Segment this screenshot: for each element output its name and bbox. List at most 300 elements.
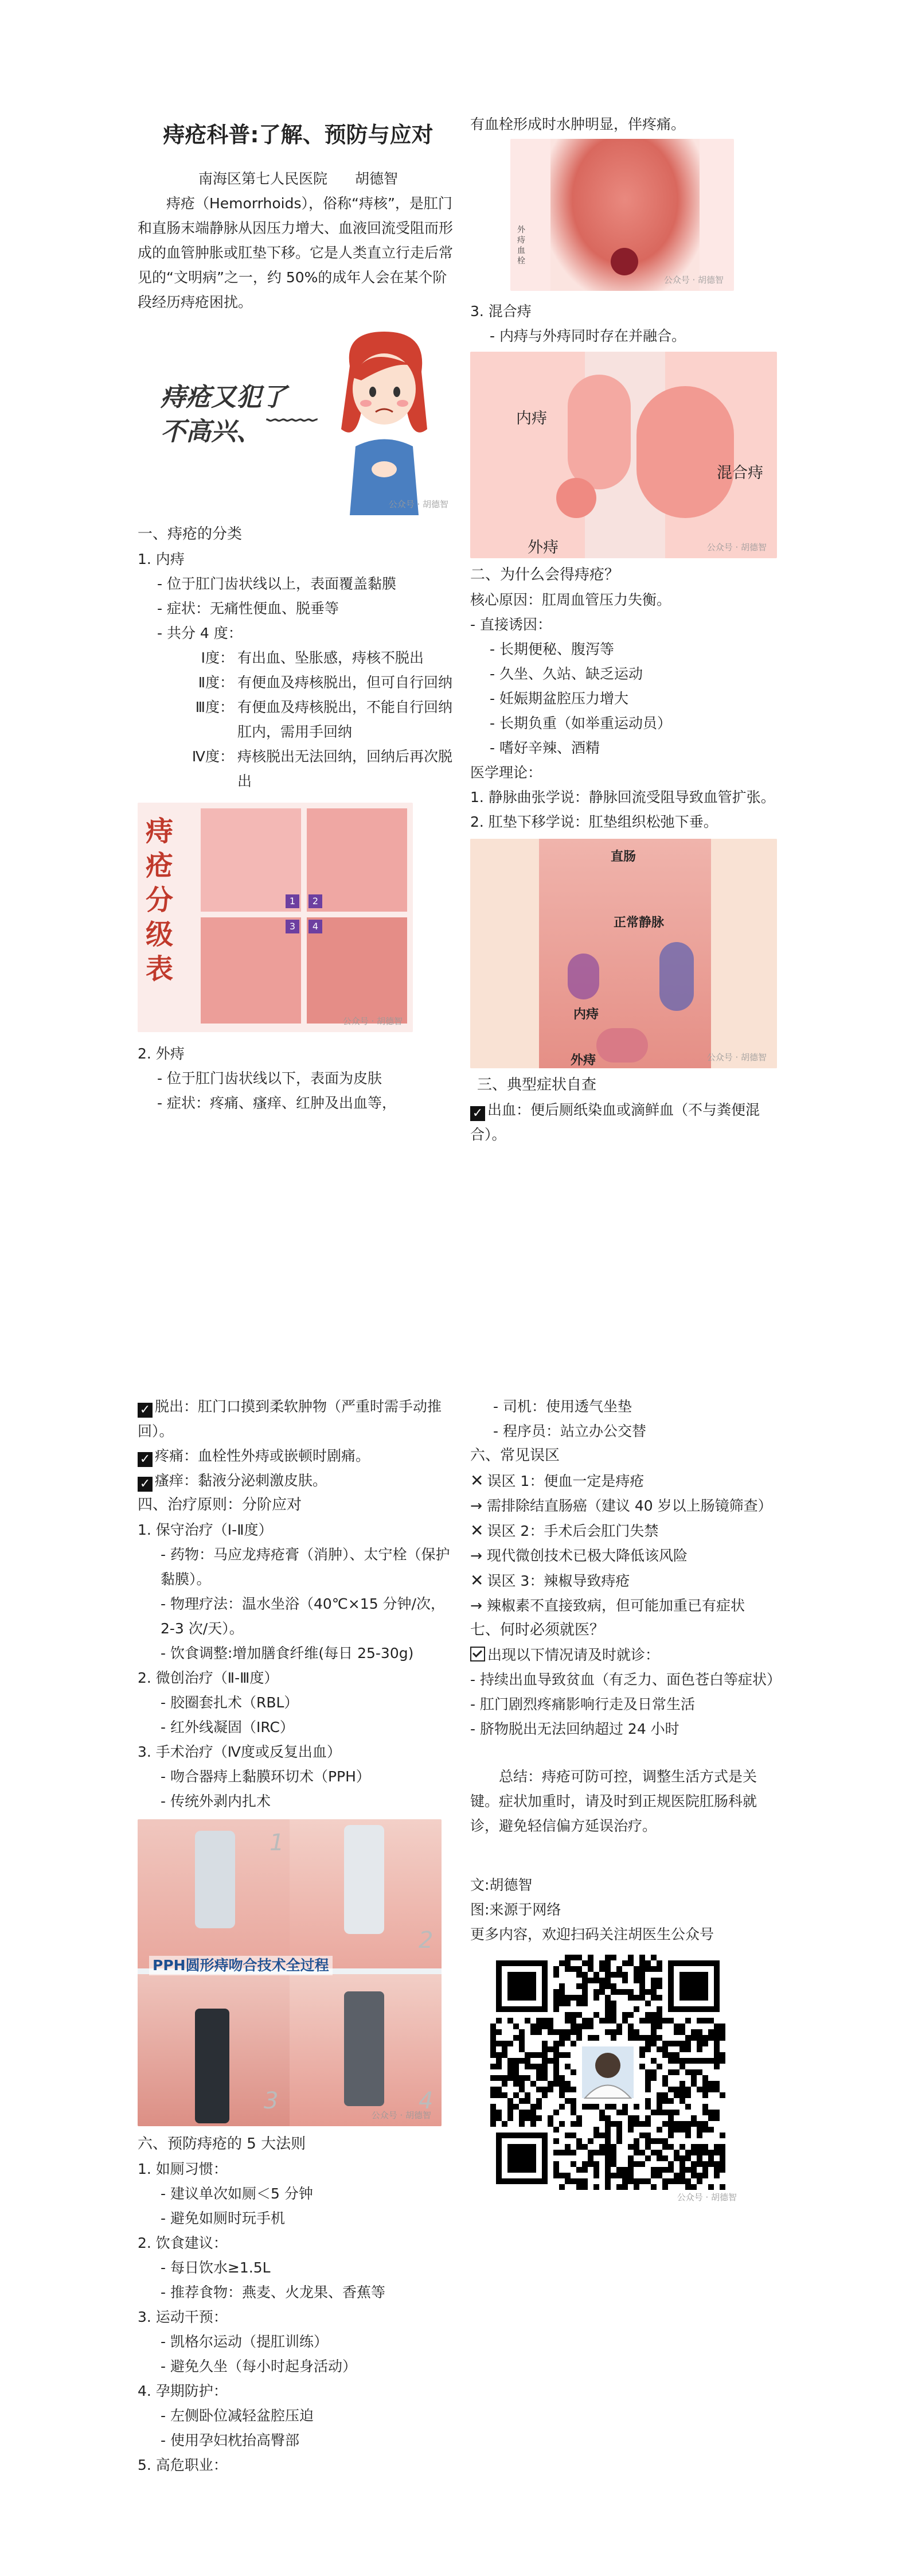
qr-module xyxy=(662,2110,668,2115)
qr-module xyxy=(720,2133,725,2138)
qr-module xyxy=(519,2041,525,2046)
qr-module xyxy=(668,2127,674,2133)
qr-module xyxy=(553,2138,559,2144)
qr-module xyxy=(685,2121,691,2127)
qr-module xyxy=(679,2127,685,2133)
qr-module xyxy=(611,2001,616,2006)
cartoon-girl-icon xyxy=(327,326,442,515)
qr-module xyxy=(605,2012,611,2018)
qr-module xyxy=(559,2087,565,2092)
qr-code-icon xyxy=(490,1955,725,2190)
qr-module xyxy=(536,2104,542,2110)
qr-module xyxy=(702,2041,708,2046)
qr-module xyxy=(605,2127,611,2133)
qr-module xyxy=(611,1972,616,1978)
qr-module xyxy=(628,2161,634,2167)
qr-module xyxy=(651,1955,657,1960)
qr-module xyxy=(571,2069,576,2075)
qr-module xyxy=(548,2087,553,2092)
qr-module xyxy=(605,1955,611,1960)
qr-module xyxy=(622,2104,628,2110)
qr-module xyxy=(553,2064,559,2069)
truth-row xyxy=(470,1593,780,1618)
qr-module xyxy=(490,2035,496,2041)
qr-module xyxy=(605,2173,611,2178)
qr-module xyxy=(553,2110,559,2115)
qr-module xyxy=(691,2161,697,2167)
qr-module xyxy=(553,2161,559,2167)
right-column-1 xyxy=(470,112,780,1147)
pph-step-number: 1 xyxy=(270,1830,284,1856)
qr-module xyxy=(645,2035,651,2041)
qr-module xyxy=(657,2006,662,2012)
qr-module xyxy=(634,2104,639,2110)
qr-module xyxy=(639,1978,645,1983)
qr-module xyxy=(519,2029,525,2035)
qr-module xyxy=(714,2144,720,2150)
qr-module xyxy=(616,2133,622,2138)
qr-module xyxy=(490,2041,496,2046)
qr-module xyxy=(628,2144,634,2150)
qr-module xyxy=(651,2184,657,2190)
qr-module xyxy=(702,2104,708,2110)
qr-module xyxy=(714,2173,720,2178)
truth-row xyxy=(470,1493,780,1518)
grade-key: Ⅰ度： xyxy=(201,649,234,667)
qr-module xyxy=(571,2110,576,2115)
qr-module xyxy=(685,2155,691,2161)
qr-module xyxy=(507,2069,513,2075)
qr-module xyxy=(679,2178,685,2184)
grade-table-label: 痔疮分级表 xyxy=(146,815,174,986)
qr-module xyxy=(662,2184,668,2190)
qr-module xyxy=(519,2081,525,2087)
qr-module xyxy=(662,2138,668,2144)
qr-module xyxy=(645,1989,651,1995)
watermark: 公众号 · 胡德智 xyxy=(371,2110,431,2120)
qr-module xyxy=(645,2155,651,2161)
qr-module xyxy=(697,2150,702,2155)
qr-module xyxy=(605,2167,611,2173)
qr-module xyxy=(490,2024,496,2029)
qr-module xyxy=(605,2161,611,2167)
qr-module xyxy=(674,2173,679,2178)
qr-module xyxy=(576,2121,582,2127)
qr-module xyxy=(513,2024,519,2029)
qr-module xyxy=(571,2161,576,2167)
qr-module xyxy=(542,2075,548,2081)
qr-module xyxy=(582,2001,588,2006)
qr-module xyxy=(571,1995,576,2001)
qr-module xyxy=(611,2006,616,2012)
qr-module xyxy=(702,2127,708,2133)
qr-module xyxy=(605,2029,611,2035)
qr-module xyxy=(691,2115,697,2121)
qr-module xyxy=(559,1995,565,2001)
qr-module xyxy=(605,2144,611,2150)
qr-module xyxy=(622,1960,628,1966)
watermark: 公众号 · 胡德智 xyxy=(388,499,448,510)
grade-key: Ⅲ度： xyxy=(195,699,234,716)
qr-module xyxy=(530,2081,536,2087)
qr-module xyxy=(679,2024,685,2029)
qr-module xyxy=(593,1978,599,1983)
qr-module xyxy=(548,2081,553,2087)
qr-module xyxy=(565,1966,571,1972)
qr-module xyxy=(490,2104,496,2110)
qr-module xyxy=(576,2001,582,2006)
qr-module xyxy=(507,2075,513,2081)
qr-module xyxy=(651,2069,657,2075)
qr-module xyxy=(536,2087,542,2092)
qr-module xyxy=(639,2018,645,2024)
qr-module xyxy=(720,2052,725,2058)
qr-module xyxy=(668,2087,674,2092)
qr-module xyxy=(530,2104,536,2110)
qr-module xyxy=(679,2081,685,2087)
grade-number: 4 xyxy=(308,920,322,933)
qr-module xyxy=(507,2018,513,2024)
author-name: 胡德智 xyxy=(354,170,398,188)
qr-module xyxy=(645,2046,651,2052)
qr-module xyxy=(679,2161,685,2167)
qr-module xyxy=(525,2110,530,2115)
qr-module xyxy=(559,2173,565,2178)
qr-module xyxy=(582,2184,588,2190)
qr-module xyxy=(513,2104,519,2110)
qr-module xyxy=(548,2024,553,2029)
qr-module xyxy=(628,2155,634,2161)
qr-module xyxy=(559,2035,565,2041)
qr-module xyxy=(668,2069,674,2075)
qr-module xyxy=(691,2058,697,2064)
qr-module xyxy=(571,2024,576,2029)
qr-module xyxy=(657,2173,662,2178)
intro-paragraph: 痔疮（Hemorrhoids），俗称“痔核”，是肛门和直肠末端静脉从因压力增大、血液回流受阻而形成的血管肿胀或肛垫下移。它是人类直立行走后常见的“文明病”之一，约 50%的成年人会在某个阶段经历痔疮困扰。 xyxy=(138,195,454,311)
conservative-item: - 药物：马应龙痔疮膏（消肿）、太宁栓（保护黏膜）。 xyxy=(161,1546,450,1587)
qr-module xyxy=(639,2121,645,2127)
watermark: 公众号 · 胡德智 xyxy=(677,2192,737,2203)
qr-module xyxy=(679,2155,685,2161)
qr-module xyxy=(645,2081,651,2087)
check-icon: ✓ xyxy=(138,1477,153,1492)
cartoon-text xyxy=(161,380,312,449)
qr-module xyxy=(553,2001,559,2006)
qr-module xyxy=(616,2121,622,2127)
qr-module xyxy=(576,1966,582,1972)
truth-text: 需排除结直肠癌（建议 40 岁以上肠镜筛查） xyxy=(486,1497,772,1514)
qr-module xyxy=(611,2121,616,2127)
arrow-right-icon: → xyxy=(470,1497,482,1514)
qr-module xyxy=(530,2024,536,2029)
qr-module xyxy=(513,2092,519,2098)
qr-module xyxy=(691,2075,697,2081)
symptom-text: 脱出：肛门口摸到柔软肿物（严重时需手动推回）。 xyxy=(138,1398,442,1439)
qr-module xyxy=(657,1983,662,1989)
qr-module xyxy=(553,2167,559,2173)
qr-module xyxy=(702,2092,708,2098)
external-continued: 有血栓形成时水肿明显，伴疼痛。 xyxy=(470,116,686,133)
qr-module xyxy=(645,2087,651,2092)
qr-module xyxy=(588,2155,593,2161)
myth-row xyxy=(470,1518,780,1543)
qr-module xyxy=(634,2121,639,2127)
qr-module xyxy=(685,2184,691,2190)
qr-module xyxy=(593,2167,599,2173)
qr-module xyxy=(691,2069,697,2075)
qr-module xyxy=(651,1989,657,1995)
qr-module xyxy=(668,2144,674,2150)
qr-module xyxy=(634,2178,639,2184)
qr-module xyxy=(714,2046,720,2052)
qr-module xyxy=(530,2029,536,2035)
qr-module xyxy=(708,2035,714,2041)
qr-module xyxy=(593,2184,599,2190)
credit-line: 文:胡德智 xyxy=(470,1877,533,1893)
qr-module xyxy=(588,2138,593,2144)
qr-module xyxy=(588,2035,593,2041)
qr-module xyxy=(559,2075,565,2081)
qr-module xyxy=(708,2018,714,2024)
minimal-item: - 红外线凝固（IRC） xyxy=(161,1719,294,1736)
qr-module xyxy=(657,2046,662,2052)
qr-module xyxy=(553,2069,559,2075)
qr-module xyxy=(645,2001,651,2006)
qr-module xyxy=(651,1966,657,1972)
section7-lead xyxy=(470,1643,780,1667)
qr-module xyxy=(679,2087,685,2092)
qr-module xyxy=(714,2035,720,2041)
qr-module xyxy=(571,1955,576,1960)
qr-module xyxy=(697,2087,702,2092)
pph-step-number: 3 xyxy=(264,2088,279,2114)
qr-module xyxy=(628,2178,634,2184)
qr-module xyxy=(490,2046,496,2052)
qr-module xyxy=(639,2150,645,2155)
label-normal-vein: 正常静脉 xyxy=(614,916,665,930)
qr-module xyxy=(576,2029,582,2035)
qr-code[interactable] xyxy=(490,1955,737,2203)
qr-module xyxy=(714,2029,720,2035)
symptom-prolapse xyxy=(138,1394,459,1443)
label-external: 外痔 xyxy=(571,1053,596,1068)
label-internal: 内痔 xyxy=(573,1007,599,1022)
qr-module xyxy=(553,2041,559,2046)
qr-module xyxy=(691,2121,697,2127)
section4-title: 四、治疗原则：分阶应对 xyxy=(138,1496,302,1513)
qr-module xyxy=(599,1983,605,1989)
qr-module xyxy=(708,2155,714,2161)
qr-module xyxy=(553,2075,559,2081)
qr-module xyxy=(697,2144,702,2150)
qr-module xyxy=(519,2046,525,2052)
doctor-item: - 持续出血导致贫血（有乏力、面色苍白等症状） xyxy=(470,1671,781,1688)
qr-module xyxy=(708,2115,714,2121)
qr-module xyxy=(651,2058,657,2064)
qr-module xyxy=(657,2092,662,2098)
surgery-item: - 传统外剥内扎术 xyxy=(161,1793,271,1810)
rule-item: - 左侧卧位减轻盆腔压迫 xyxy=(161,2407,314,2424)
qr-module xyxy=(697,2035,702,2041)
qr-module xyxy=(490,2052,496,2058)
qr-module xyxy=(662,2121,668,2127)
qr-module xyxy=(697,2058,702,2064)
qr-module xyxy=(571,2012,576,2018)
qr-module xyxy=(496,2041,502,2046)
qr-module xyxy=(691,2150,697,2155)
rule-item: - 建议单次如厕＜5 分钟 xyxy=(161,2185,313,2202)
qr-module xyxy=(657,2127,662,2133)
grade-table-image xyxy=(138,803,413,1032)
grade-row xyxy=(138,695,459,744)
qr-module xyxy=(571,2133,576,2138)
qr-module xyxy=(679,2098,685,2104)
section2-title: 二、为什么会得痔疮？ xyxy=(470,566,620,583)
qr-module xyxy=(565,2133,571,2138)
qr-module xyxy=(628,1955,634,1960)
direct-cause-item: - 久坐、久站、缺乏运动 xyxy=(490,666,643,682)
qr-module xyxy=(639,1966,645,1972)
qr-module xyxy=(593,2161,599,2167)
grade-key: Ⅳ度： xyxy=(192,748,234,765)
qr-module xyxy=(720,2150,725,2155)
qr-module xyxy=(616,1966,622,1972)
qr-module xyxy=(720,2035,725,2041)
qr-module xyxy=(553,2052,559,2058)
qr-module xyxy=(639,2178,645,2184)
qr-module xyxy=(634,1995,639,2001)
summary-paragraph: 总结：痔疮可防可控，调整生活方式是关键。症状加重时，请及时到正规医院肛肠科就诊，避免轻信偏方延误治疗。 xyxy=(470,1768,757,1834)
myth-row xyxy=(470,1468,780,1493)
qr-module xyxy=(720,2092,725,2098)
qr-module xyxy=(679,2029,685,2035)
section7-title: 七、何时必须就医？ xyxy=(470,1621,605,1639)
qr-module xyxy=(674,2029,679,2035)
qr-module xyxy=(674,2087,679,2092)
qr-module xyxy=(588,1960,593,1966)
direct-cause-title: - 直接诱因： xyxy=(470,616,552,633)
qr-module xyxy=(599,1978,605,1983)
qr-module xyxy=(542,2052,548,2058)
pph-procedure-image xyxy=(138,1819,442,2126)
myth-text: 误区 2：手术后会肛门失禁 xyxy=(487,1523,659,1539)
symptom-pain xyxy=(138,1443,459,1468)
qr-module xyxy=(668,2178,674,2184)
qr-module xyxy=(691,2184,697,2190)
qr-module xyxy=(513,2081,519,2087)
qr-module xyxy=(714,2161,720,2167)
qr-module xyxy=(720,2184,725,2190)
qr-module xyxy=(530,2052,536,2058)
section7-lead-text: 出现以下情况请及时就诊： xyxy=(487,1647,660,1663)
qr-module xyxy=(536,2052,542,2058)
qr-module xyxy=(576,2184,582,2190)
grade-row xyxy=(138,670,459,695)
qr-module xyxy=(536,2029,542,2035)
qr-module xyxy=(576,1972,582,1978)
qr-module xyxy=(674,2052,679,2058)
qr-module xyxy=(720,2024,725,2029)
qr-module xyxy=(645,2069,651,2075)
qr-module xyxy=(714,2167,720,2173)
qr-module xyxy=(542,2069,548,2075)
grade-value: 有便血及痔核脱出，但可自行回纳 xyxy=(237,674,453,691)
qr-module xyxy=(502,2075,507,2081)
direct-cause-item: - 妊娠期盆腔压力增大 xyxy=(490,690,628,707)
qr-module xyxy=(679,2046,685,2052)
qr-module xyxy=(542,2018,548,2024)
qr-module xyxy=(634,1966,639,1972)
qr-module xyxy=(697,2046,702,2052)
qr-module xyxy=(628,2115,634,2121)
qr-module xyxy=(639,1960,645,1966)
grade-value: 有出血、坠胀感，痔核不脱出 xyxy=(237,649,424,667)
author-line xyxy=(138,166,459,191)
qr-module xyxy=(708,2029,714,2035)
qr-module xyxy=(708,2058,714,2064)
qr-module xyxy=(616,1972,622,1978)
mixed-item: - 内痔与外痔同时存在并融合。 xyxy=(490,328,686,344)
qr-module xyxy=(651,2110,657,2115)
qr-module xyxy=(685,2133,691,2138)
qr-module xyxy=(702,2173,708,2178)
qr-module xyxy=(657,2024,662,2029)
qr-module xyxy=(559,2052,565,2058)
qr-module xyxy=(639,1983,645,1989)
qr-module xyxy=(702,2018,708,2024)
qr-module xyxy=(565,2150,571,2155)
qr-module xyxy=(542,2087,548,2092)
qr-module xyxy=(702,2167,708,2173)
qr-module xyxy=(628,2127,634,2133)
qr-module xyxy=(605,2184,611,2190)
qr-module xyxy=(553,2046,559,2052)
qr-module xyxy=(611,2029,616,2035)
qr-module xyxy=(634,2029,639,2035)
qr-module xyxy=(611,2035,616,2041)
theory-title: 医学理论： xyxy=(470,764,542,781)
qr-module xyxy=(496,2115,502,2121)
qr-module xyxy=(657,2110,662,2115)
section5-title: 六、预防痔疮的 5 大法则 xyxy=(138,2135,306,2153)
qr-module xyxy=(668,2133,674,2138)
qr-module xyxy=(657,2064,662,2069)
qr-module xyxy=(519,2110,525,2115)
truth-text: 辣椒素不直接致病，但可能加重已有症状 xyxy=(486,1597,745,1614)
truth-text: 现代微创技术已极大降低该风险 xyxy=(486,1547,688,1564)
qr-module xyxy=(565,2098,571,2104)
qr-module xyxy=(634,2138,639,2144)
qr-module xyxy=(507,2104,513,2110)
conservative-title: 1. 保守治疗（Ⅰ-Ⅱ度） xyxy=(138,1522,273,1538)
qr-module xyxy=(548,2046,553,2052)
qr-module xyxy=(657,1978,662,1983)
qr-module xyxy=(502,2092,507,2098)
page-title: 痔疮科普:了解、预防与应对 xyxy=(163,122,433,147)
qr-module xyxy=(702,2035,708,2041)
qr-module xyxy=(548,2121,553,2127)
rule-title: 2. 饮食建议： xyxy=(138,2235,228,2251)
qr-module xyxy=(553,2006,559,2012)
qr-module xyxy=(639,2064,645,2069)
qr-module xyxy=(571,2087,576,2092)
rule-item: - 每日饮水≥1.5L xyxy=(161,2259,271,2276)
qr-module xyxy=(593,2012,599,2018)
qr-module xyxy=(720,2029,725,2035)
qr-module xyxy=(685,2127,691,2133)
qr-module xyxy=(668,2161,674,2167)
qr-module xyxy=(645,1966,651,1972)
